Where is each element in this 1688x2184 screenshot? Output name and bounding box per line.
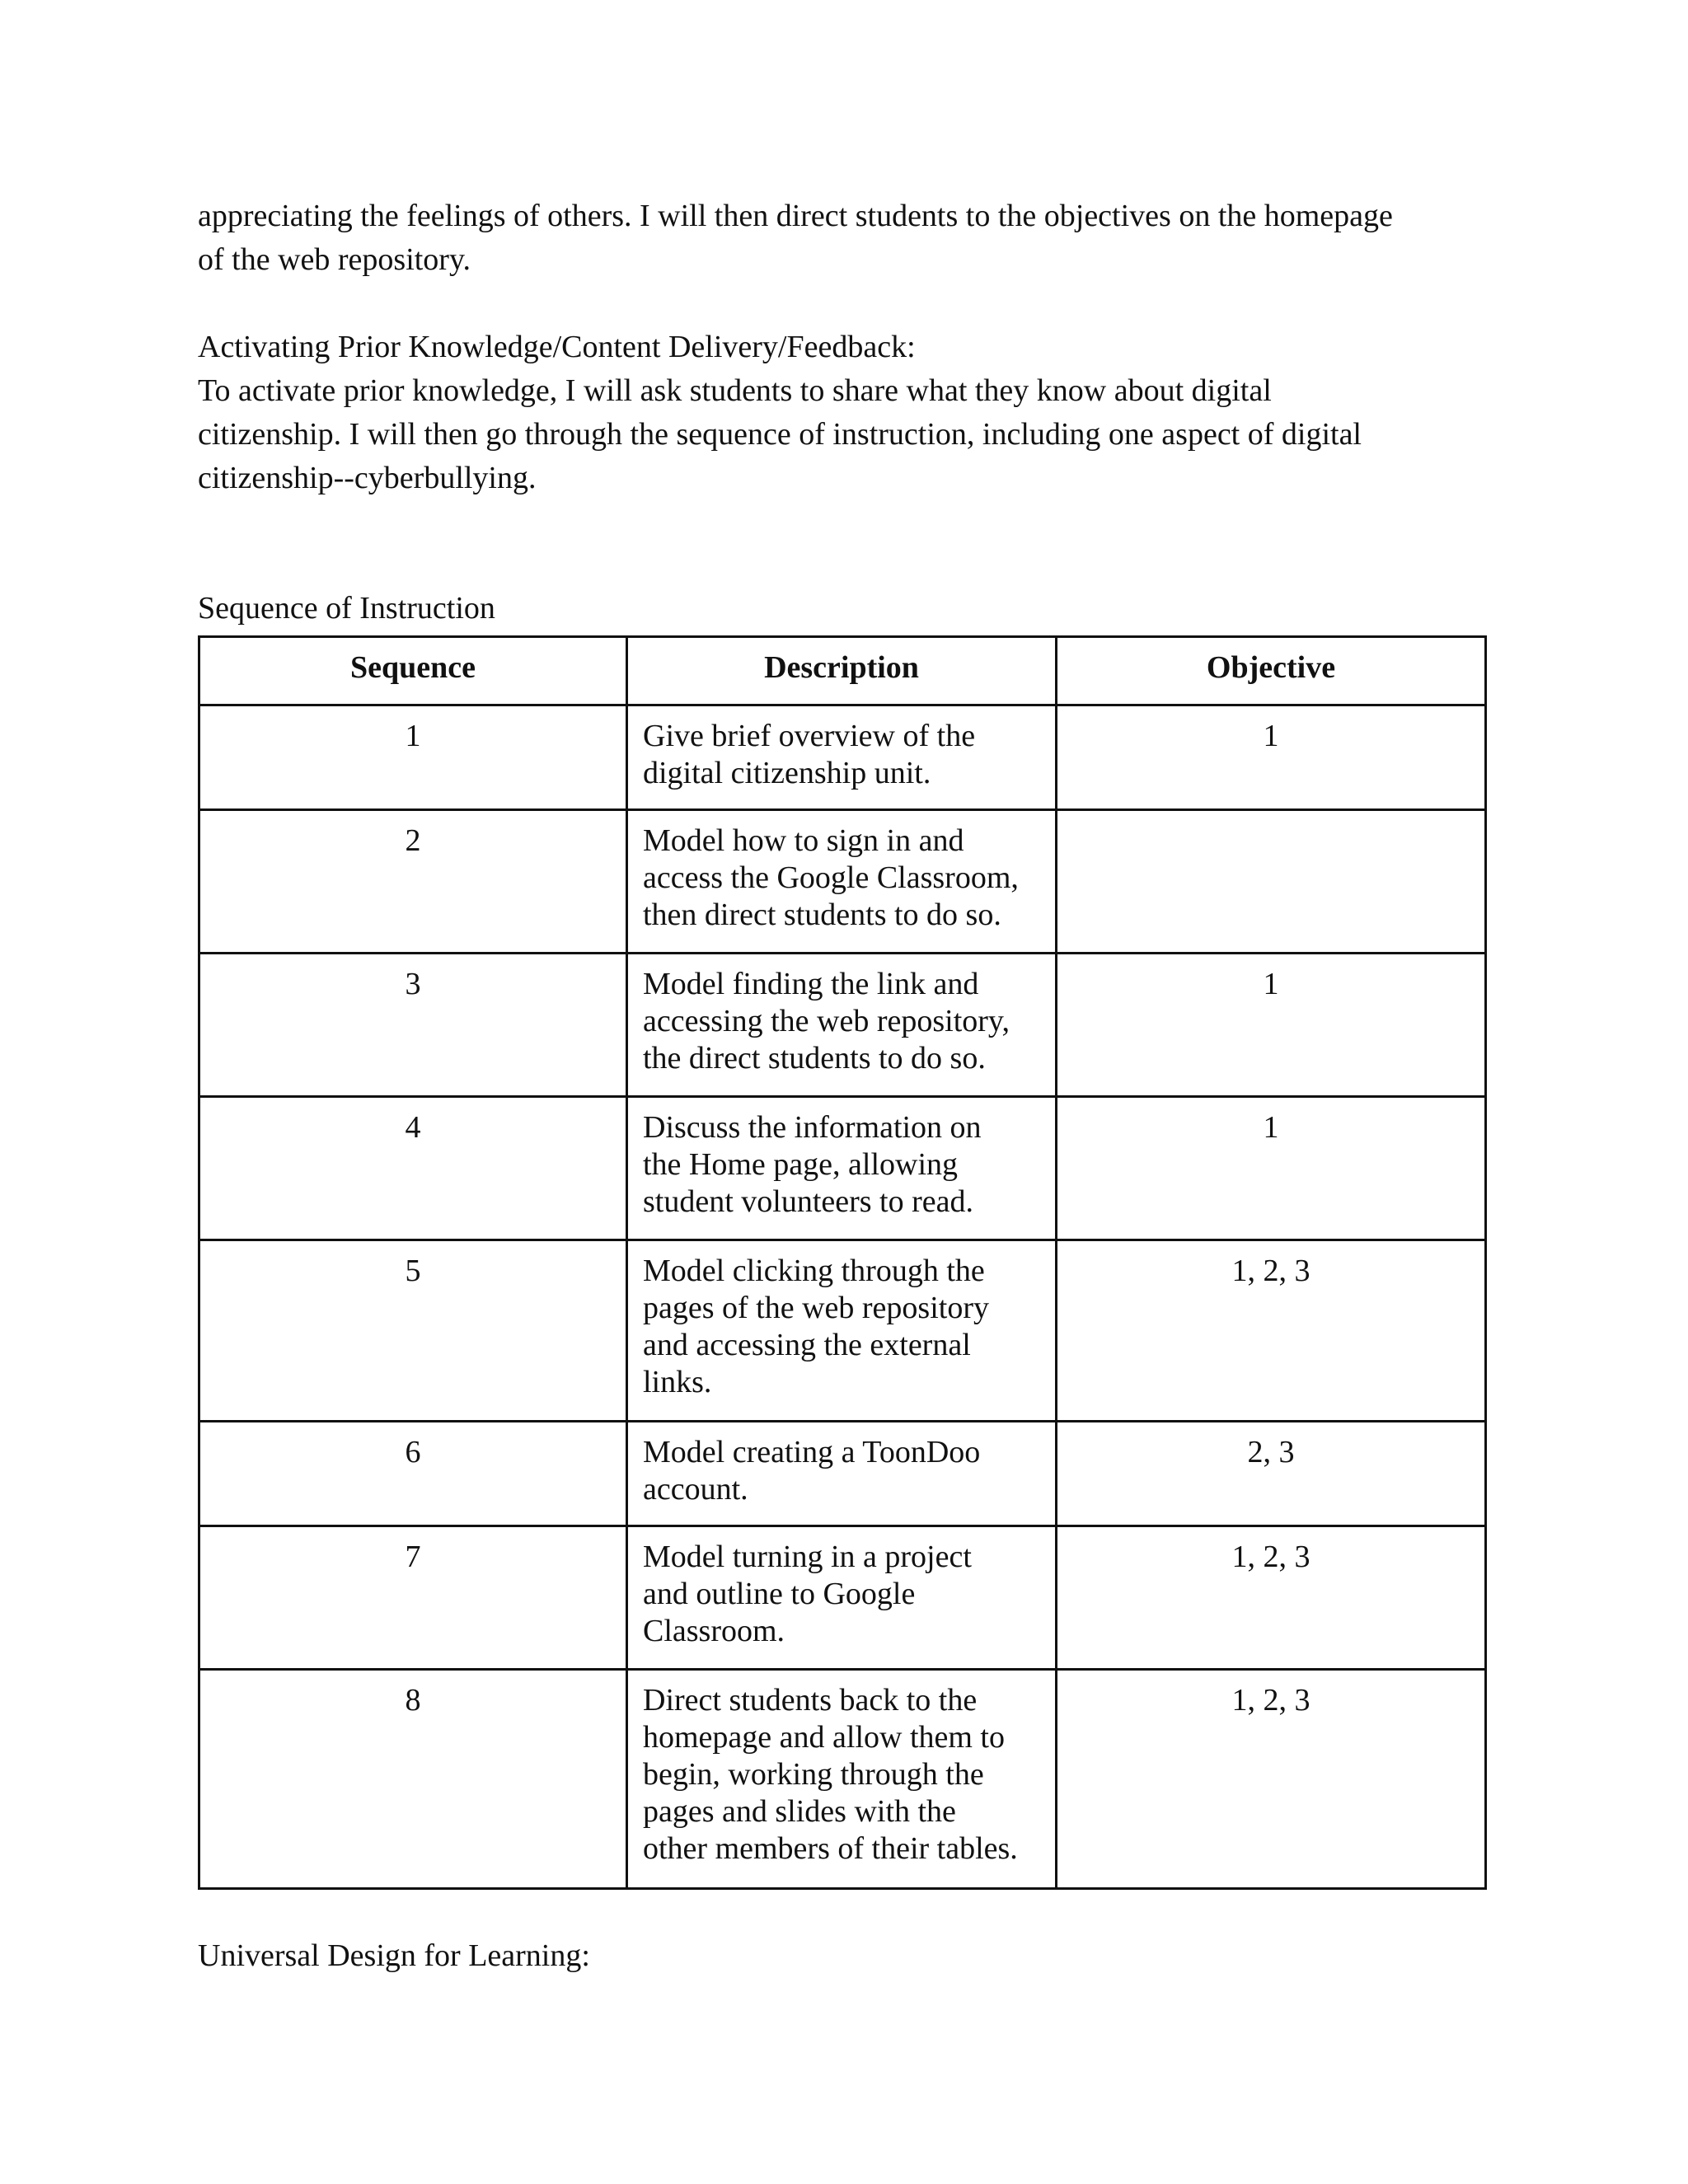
description-line: Model creating a ToonDoo [643, 1435, 981, 1469]
description-line: and accessing the external [643, 1328, 971, 1362]
description-cell [627, 1097, 1057, 1240]
text-line: citizenship. I will then go through the sequence of instruction, including one aspect of digital [198, 417, 1362, 452]
description-cell [627, 705, 1057, 810]
table-row [199, 1240, 1486, 1422]
description-cell [627, 1422, 1057, 1526]
description-cell [627, 1670, 1057, 1889]
description-line: homepage and allow them to [643, 1720, 1005, 1755]
table-row [199, 705, 1486, 810]
text-line: citizenship--cyberbullying. [198, 461, 537, 495]
udl-heading: Universal Design for Learning: [198, 1938, 590, 1973]
description-line: Model how to sign in and [643, 823, 964, 858]
objective-cell: 1, 2, 3 [1057, 1670, 1486, 1889]
description-line: then direct students to do so. [643, 898, 1001, 932]
sequence-cell: 8 [199, 1670, 627, 1889]
intro-paragraph [198, 194, 1500, 282]
description-cell [627, 1240, 1057, 1422]
description-cell [627, 810, 1057, 954]
objective-cell: 1 [1057, 705, 1486, 810]
table-row [199, 810, 1486, 954]
objective-cell: 1, 2, 3 [1057, 1526, 1486, 1670]
table-row [199, 1422, 1486, 1526]
description-line: account. [643, 1472, 748, 1507]
description-line: other members of their tables. [643, 1831, 1018, 1866]
description-line: Direct students back to the [643, 1683, 978, 1718]
prior-knowledge-paragraph [198, 326, 1500, 500]
description-line: digital citizenship unit. [643, 756, 931, 790]
text-line: of the web repository. [198, 242, 471, 277]
table-row [199, 1097, 1486, 1240]
sequence-cell: 3 [199, 954, 627, 1097]
sequence-table [198, 635, 1487, 1890]
header-sequence: Sequence [199, 637, 627, 705]
sequence-cell: 1 [199, 705, 627, 810]
description-line: begin, working through the [643, 1757, 984, 1792]
description-line: the direct students to do so. [643, 1041, 986, 1076]
objective-cell: 1, 2, 3 [1057, 1240, 1486, 1422]
description-cell [627, 1526, 1057, 1670]
sequence-cell: 7 [199, 1526, 627, 1670]
description-line: student volunteers to read. [643, 1184, 974, 1219]
description-line: pages of the web repository [643, 1291, 989, 1325]
text-line: appreciating the feelings of others. I will then direct students to the objectives on the homepage [198, 199, 1393, 233]
description-line: Discuss the information on [643, 1110, 982, 1145]
table-header-row [199, 637, 1486, 705]
table-row [199, 954, 1486, 1097]
header-objective: Objective [1057, 637, 1486, 705]
sequence-cell: 6 [199, 1422, 627, 1526]
header-description: Description [627, 637, 1057, 705]
sequence-cell: 2 [199, 810, 627, 954]
description-line: Model finding the link and [643, 967, 979, 1001]
section-heading: Activating Prior Knowledge/Content Delivery/Feedback: [198, 330, 916, 364]
description-line: Classroom. [643, 1614, 785, 1648]
description-line: links. [643, 1365, 712, 1399]
table-row [199, 1670, 1486, 1889]
description-line: the Home page, allowing [643, 1147, 959, 1182]
description-cell [627, 954, 1057, 1097]
objective-cell: 1 [1057, 1097, 1486, 1240]
sequence-cell: 4 [199, 1097, 627, 1240]
sequence-cell: 5 [199, 1240, 627, 1422]
text-line: To activate prior knowledge, I will ask students to share what they know about digital [198, 373, 1272, 408]
table-caption: Sequence of Instruction [198, 591, 495, 626]
description-line: accessing the web repository, [643, 1004, 1010, 1038]
objective-cell [1057, 810, 1486, 954]
description-line: pages and slides with the [643, 1794, 956, 1829]
description-line: and outline to Google [643, 1577, 916, 1611]
description-line: Model clicking through the [643, 1254, 985, 1288]
description-line: access the Google Classroom, [643, 860, 1019, 895]
objective-cell: 1 [1057, 954, 1486, 1097]
description-line: Give brief overview of the [643, 719, 976, 753]
table-row [199, 1526, 1486, 1670]
objective-cell: 2, 3 [1057, 1422, 1486, 1526]
description-line: Model turning in a project [643, 1540, 972, 1574]
